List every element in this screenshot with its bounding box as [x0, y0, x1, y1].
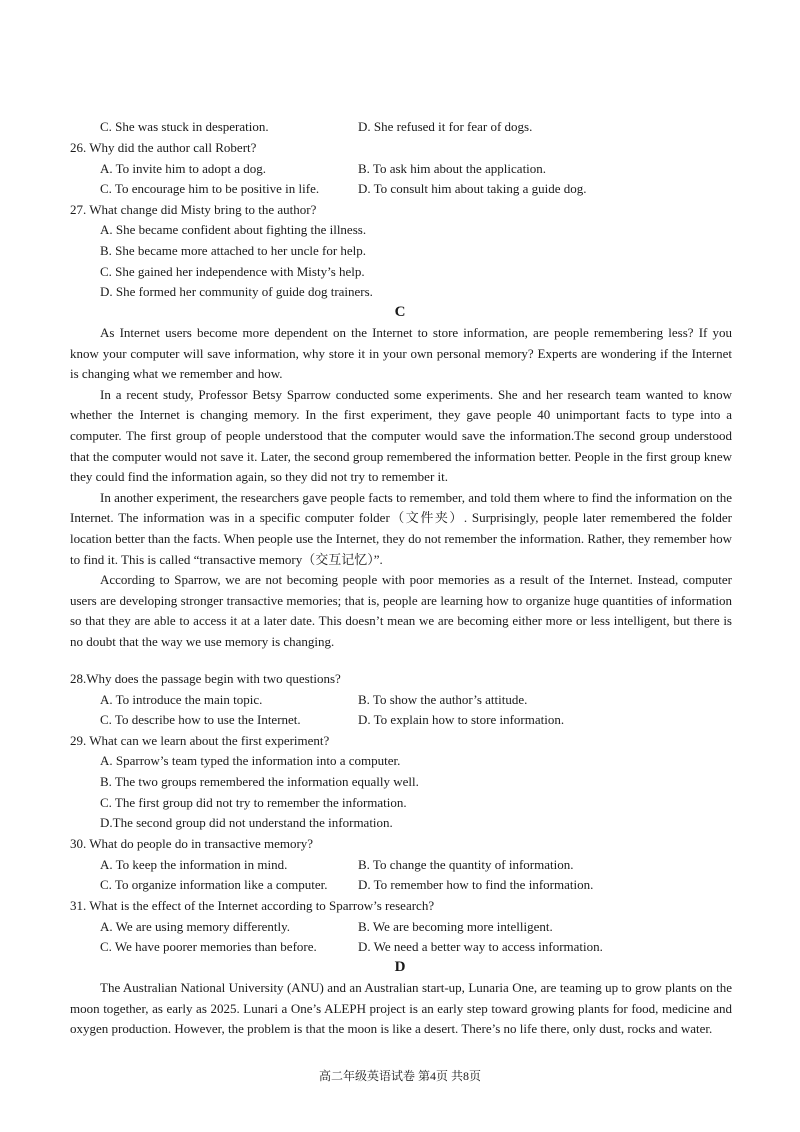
section-c-paragraph-1: As Internet users become more dependent on the Internet to store information, are people remembering less? If you know your computer will save information, why store it in your own personal memory? Experts are wondering if the Internet is changing what we remember and how.: [70, 325, 732, 382]
q27-option-d: D. She formed her community of guide dog trainers.: [100, 284, 373, 299]
q26-option-a: A. To invite him to adopt a dog.: [100, 161, 267, 176]
q28-stem: 28.Why does the passage begin with two questions?: [70, 671, 341, 686]
q30-option-c: C. To organize information like a computer.: [100, 877, 328, 892]
section-d-paragraph-1: The Australian National University (ANU) and an Australian start-up, Lunaria One, are teaming up to grow plants on the moon together, as early as 2025. Lunari a One’s ALEPH project is an early step toward growing plants for food, medicine and oxygen production. However, the problem is that the moon is like a desert. There’s no life there, only dust, rocks and water.: [70, 980, 732, 1037]
q31-option-a: A. We are using memory differently.: [100, 919, 291, 934]
q29-option-d: D.The second group did not understand the information.: [100, 815, 393, 830]
q28-option-d: D. To explain how to store information.: [358, 712, 565, 727]
q30-stem: 30. What do people do in transactive memory?: [70, 836, 314, 851]
q26-stem: 26. Why did the author call Robert?: [70, 140, 257, 155]
section-c-paragraph-4: According to Sparrow, we are not becoming people with poor memories as a result of the Internet. Instead, computer users are developing stronger transactive memories; that is, people are learning how to organize huge quantities of information so that they are able to access it at a later date. This doesn’t mean we are becoming either more or less intelligent, but there is no doubt that the way we use memory is changing.: [70, 572, 732, 649]
q26-option-c: C. To encourage him to be positive in life.: [100, 181, 320, 196]
q31-option-d: D. We need a better way to access information.: [358, 939, 603, 954]
q27-option-c: C. She gained her independence with Misty’s help.: [100, 264, 365, 279]
q28-option-c: C. To describe how to use the Internet.: [100, 712, 301, 727]
q31-option-c: C. We have poorer memories than before.: [100, 939, 317, 954]
q28-option-b: B. To show the author’s attitude.: [358, 692, 528, 707]
q25-option-d: D. She refused it for fear of dogs.: [358, 119, 533, 134]
q30-option-a: A. To keep the information in mind.: [100, 857, 288, 872]
q31-option-b: B. We are becoming more intelligent.: [358, 919, 553, 934]
q29-stem: 29. What can we learn about the first experiment?: [70, 733, 330, 748]
section-c-paragraph-3: In another experiment, the researchers gave people facts to remember, and told them where to find the information on the Internet. The information was in a specific computer folder（文件夹）. Surprisingly, people later remembered the folder location better than the facts. When people use the Internet, they do not remember the information. Rather, they remember how to find it. This is called “transactive memory（交互记忆）”.: [70, 489, 732, 567]
q29-option-c: C. The first group did not try to remember the information.: [100, 795, 407, 810]
q28-option-a: A. To introduce the main topic.: [100, 692, 263, 707]
q30-option-d: D. To remember how to find the information.: [358, 877, 594, 892]
q29-option-b: B. The two groups remembered the information equally well.: [100, 774, 419, 789]
q31-stem: 31. What is the effect of the Internet according to Sparrow’s research?: [70, 898, 435, 913]
section-d-passage: [70, 978, 732, 1040]
q30-option-b: B. To change the quantity of information.: [358, 857, 574, 872]
q27-stem: 27. What change did Misty bring to the author?: [70, 202, 317, 217]
section-d-heading: D: [394, 959, 406, 975]
q26-option-d: D. To consult him about taking a guide dog.: [358, 181, 587, 196]
q27-option-a: A. She became confident about fighting the illness.: [100, 222, 367, 237]
q27-option-b: B. She became more attached to her uncle for help.: [100, 243, 367, 258]
q29-option-a: A. Sparrow’s team typed the information into a computer.: [100, 753, 401, 768]
page-footer: 高二年级英语试卷 第4页 共8页: [318, 1069, 481, 1083]
section-c-heading: C: [394, 304, 406, 320]
q25-option-c: C. She was stuck in desperation.: [100, 119, 269, 134]
section-c-passage: [70, 323, 732, 653]
q26-option-b: B. To ask him about the application.: [358, 161, 547, 176]
section-c-paragraph-2: In a recent study, Professor Betsy Sparrow conducted some experiments. She and her research team wanted to know whether the Internet is changing memory. In the first experiment, they gave people 40 unimportant facts to type into a computer. The first group of people understood that the computer would save the information.The second group understood that the computer would not save it. Later, the second group remembered the information better. People in the first group knew they could find the information again, so they did not try to remember it.: [70, 386, 732, 485]
